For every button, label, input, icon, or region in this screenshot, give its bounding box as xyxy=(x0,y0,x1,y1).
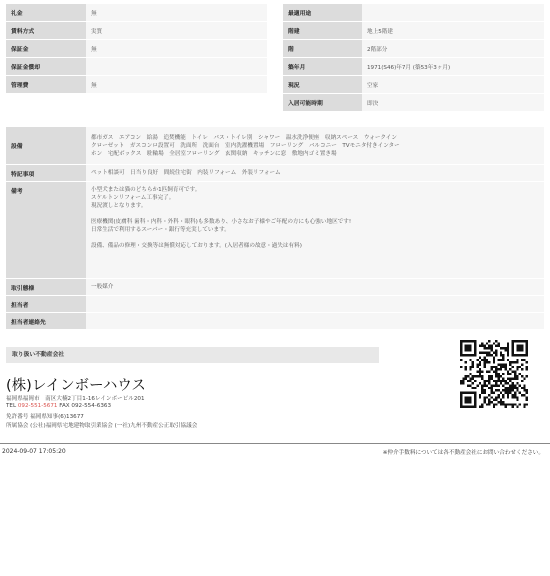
terms-row xyxy=(6,58,267,76)
license-number: 免許番号 福岡県知事(6)13677 xyxy=(6,414,84,420)
footer-divider xyxy=(0,443,550,444)
note-line: スケルトンリフォーム工事完了。 xyxy=(91,195,175,201)
building-label: 階 xyxy=(283,40,362,58)
building-label: 入居可能時期 xyxy=(283,94,362,112)
phone-link[interactable]: 092-551-5671 xyxy=(17,403,58,409)
contact-row xyxy=(6,313,544,330)
terms-row xyxy=(6,4,267,22)
property-terms-table xyxy=(6,4,267,94)
notes-row xyxy=(6,182,544,279)
note-line: 医療機関(皮膚科 歯科・内科・外科・眼科)も多数あり、小さなお子様やご年配の方にも心強い地区です! xyxy=(91,219,352,225)
terms-label: 保証金 xyxy=(6,40,86,58)
print-date: 2024-09-07 17:05:20 xyxy=(2,448,66,455)
equipment-label: 設備 xyxy=(6,127,86,165)
terms-label: 保証金償却 xyxy=(6,58,86,76)
terms-value: 無 xyxy=(86,76,267,94)
building-label: 最適用途 xyxy=(283,4,362,22)
company-section-header: 取り扱い不動産会社 xyxy=(6,347,379,363)
equipment-line: ホン 宅配ボックス 駐輪場 全居室フローリング 玄関収納 キッチンに窓 敷地内ゴミ置き場 xyxy=(91,150,337,157)
transaction-row xyxy=(6,279,544,296)
person-label: 担当者 xyxy=(6,296,86,313)
building-value: 地上5階建 xyxy=(362,22,544,40)
building-row xyxy=(283,76,544,94)
association-membership: 所属協会 (公社)福岡県宅地建物取引業協会 (一社)九州不動産公正取引協議会 xyxy=(6,423,198,429)
terms-label: 礼金 xyxy=(6,4,86,22)
building-info-table xyxy=(283,4,544,112)
building-value xyxy=(362,4,544,22)
building-value: 即決 xyxy=(362,94,544,112)
notes-label: 備考 xyxy=(6,182,86,279)
building-label: 階建 xyxy=(283,22,362,40)
contact-label: 担当者連絡先 xyxy=(6,313,86,330)
special-label: 特記事項 xyxy=(6,165,86,182)
contact-value xyxy=(86,313,544,330)
company-name: (株)レインボーハウス xyxy=(6,378,146,394)
equipment-line: クローゼット ガスコンロ設置可 洗面所 洗面台 室内洗濯機置場 フローリング バルコニー TVモニタ付きインター xyxy=(91,142,400,149)
terms-row xyxy=(6,40,267,58)
building-label: 築年月 xyxy=(283,58,362,76)
note-line: 現況渡しとなります。 xyxy=(91,203,147,209)
terms-value: 実質 xyxy=(86,22,267,40)
building-row xyxy=(283,94,544,112)
terms-row xyxy=(6,76,267,94)
qr-code-icon xyxy=(460,340,528,408)
note-line: 設備、備品の修理・交換等は無償対応しております。(入居者様の故意・過失は有料) xyxy=(91,243,302,249)
terms-value: 無 xyxy=(86,4,267,22)
note-line: 小型犬または猫のどちらか1匹飼育可です。 xyxy=(91,187,201,193)
special-row xyxy=(6,165,544,182)
special-value: ペット相談可 日当り良好 間続住宅街 内装リフォーム 外装リフォーム xyxy=(86,165,544,182)
building-value: 空家 xyxy=(362,76,544,94)
building-row xyxy=(283,4,544,22)
building-row xyxy=(283,22,544,40)
terms-value xyxy=(86,58,267,76)
note-line xyxy=(91,234,539,242)
terms-label: 賃料方式 xyxy=(6,22,86,40)
note-line: 日常生活で利用するスーパー・銀行等充実しています。 xyxy=(91,227,230,233)
details-table xyxy=(6,127,544,330)
equipment-line: 都市ガス エアコン 給湯 追焚機能 トイレ バス・トイレ別 シャワー 温水洗浄便座 収納スペース ウォークイン xyxy=(91,134,397,141)
equipment-value xyxy=(86,127,544,165)
building-value: 1971(S46)年7月 (築53年3ヶ月) xyxy=(362,58,544,76)
transaction-value: 一般媒介 xyxy=(86,279,544,296)
note-line xyxy=(91,210,539,218)
tel-prefix: TEL xyxy=(6,403,18,409)
building-value: 2階部分 xyxy=(362,40,544,58)
building-row xyxy=(283,40,544,58)
terms-row xyxy=(6,22,267,40)
equipment-row xyxy=(6,127,544,165)
company-phone-line xyxy=(6,403,111,409)
person-row xyxy=(6,296,544,313)
footer-note: ※仲介手数料については各不動産会社にお問い合わせください。 xyxy=(382,450,544,456)
terms-label: 管理費 xyxy=(6,76,86,94)
person-value xyxy=(86,296,544,313)
transaction-label: 取引態様 xyxy=(6,279,86,296)
terms-value: 無 xyxy=(86,40,267,58)
company-address: 福岡県福岡市 南区大楠2丁目1-16レインボービル201 xyxy=(6,396,145,402)
notes-value xyxy=(86,182,544,279)
building-label: 現況 xyxy=(283,76,362,94)
building-row xyxy=(283,58,544,76)
fax-number: FAX 092-554-6363 xyxy=(57,403,112,409)
